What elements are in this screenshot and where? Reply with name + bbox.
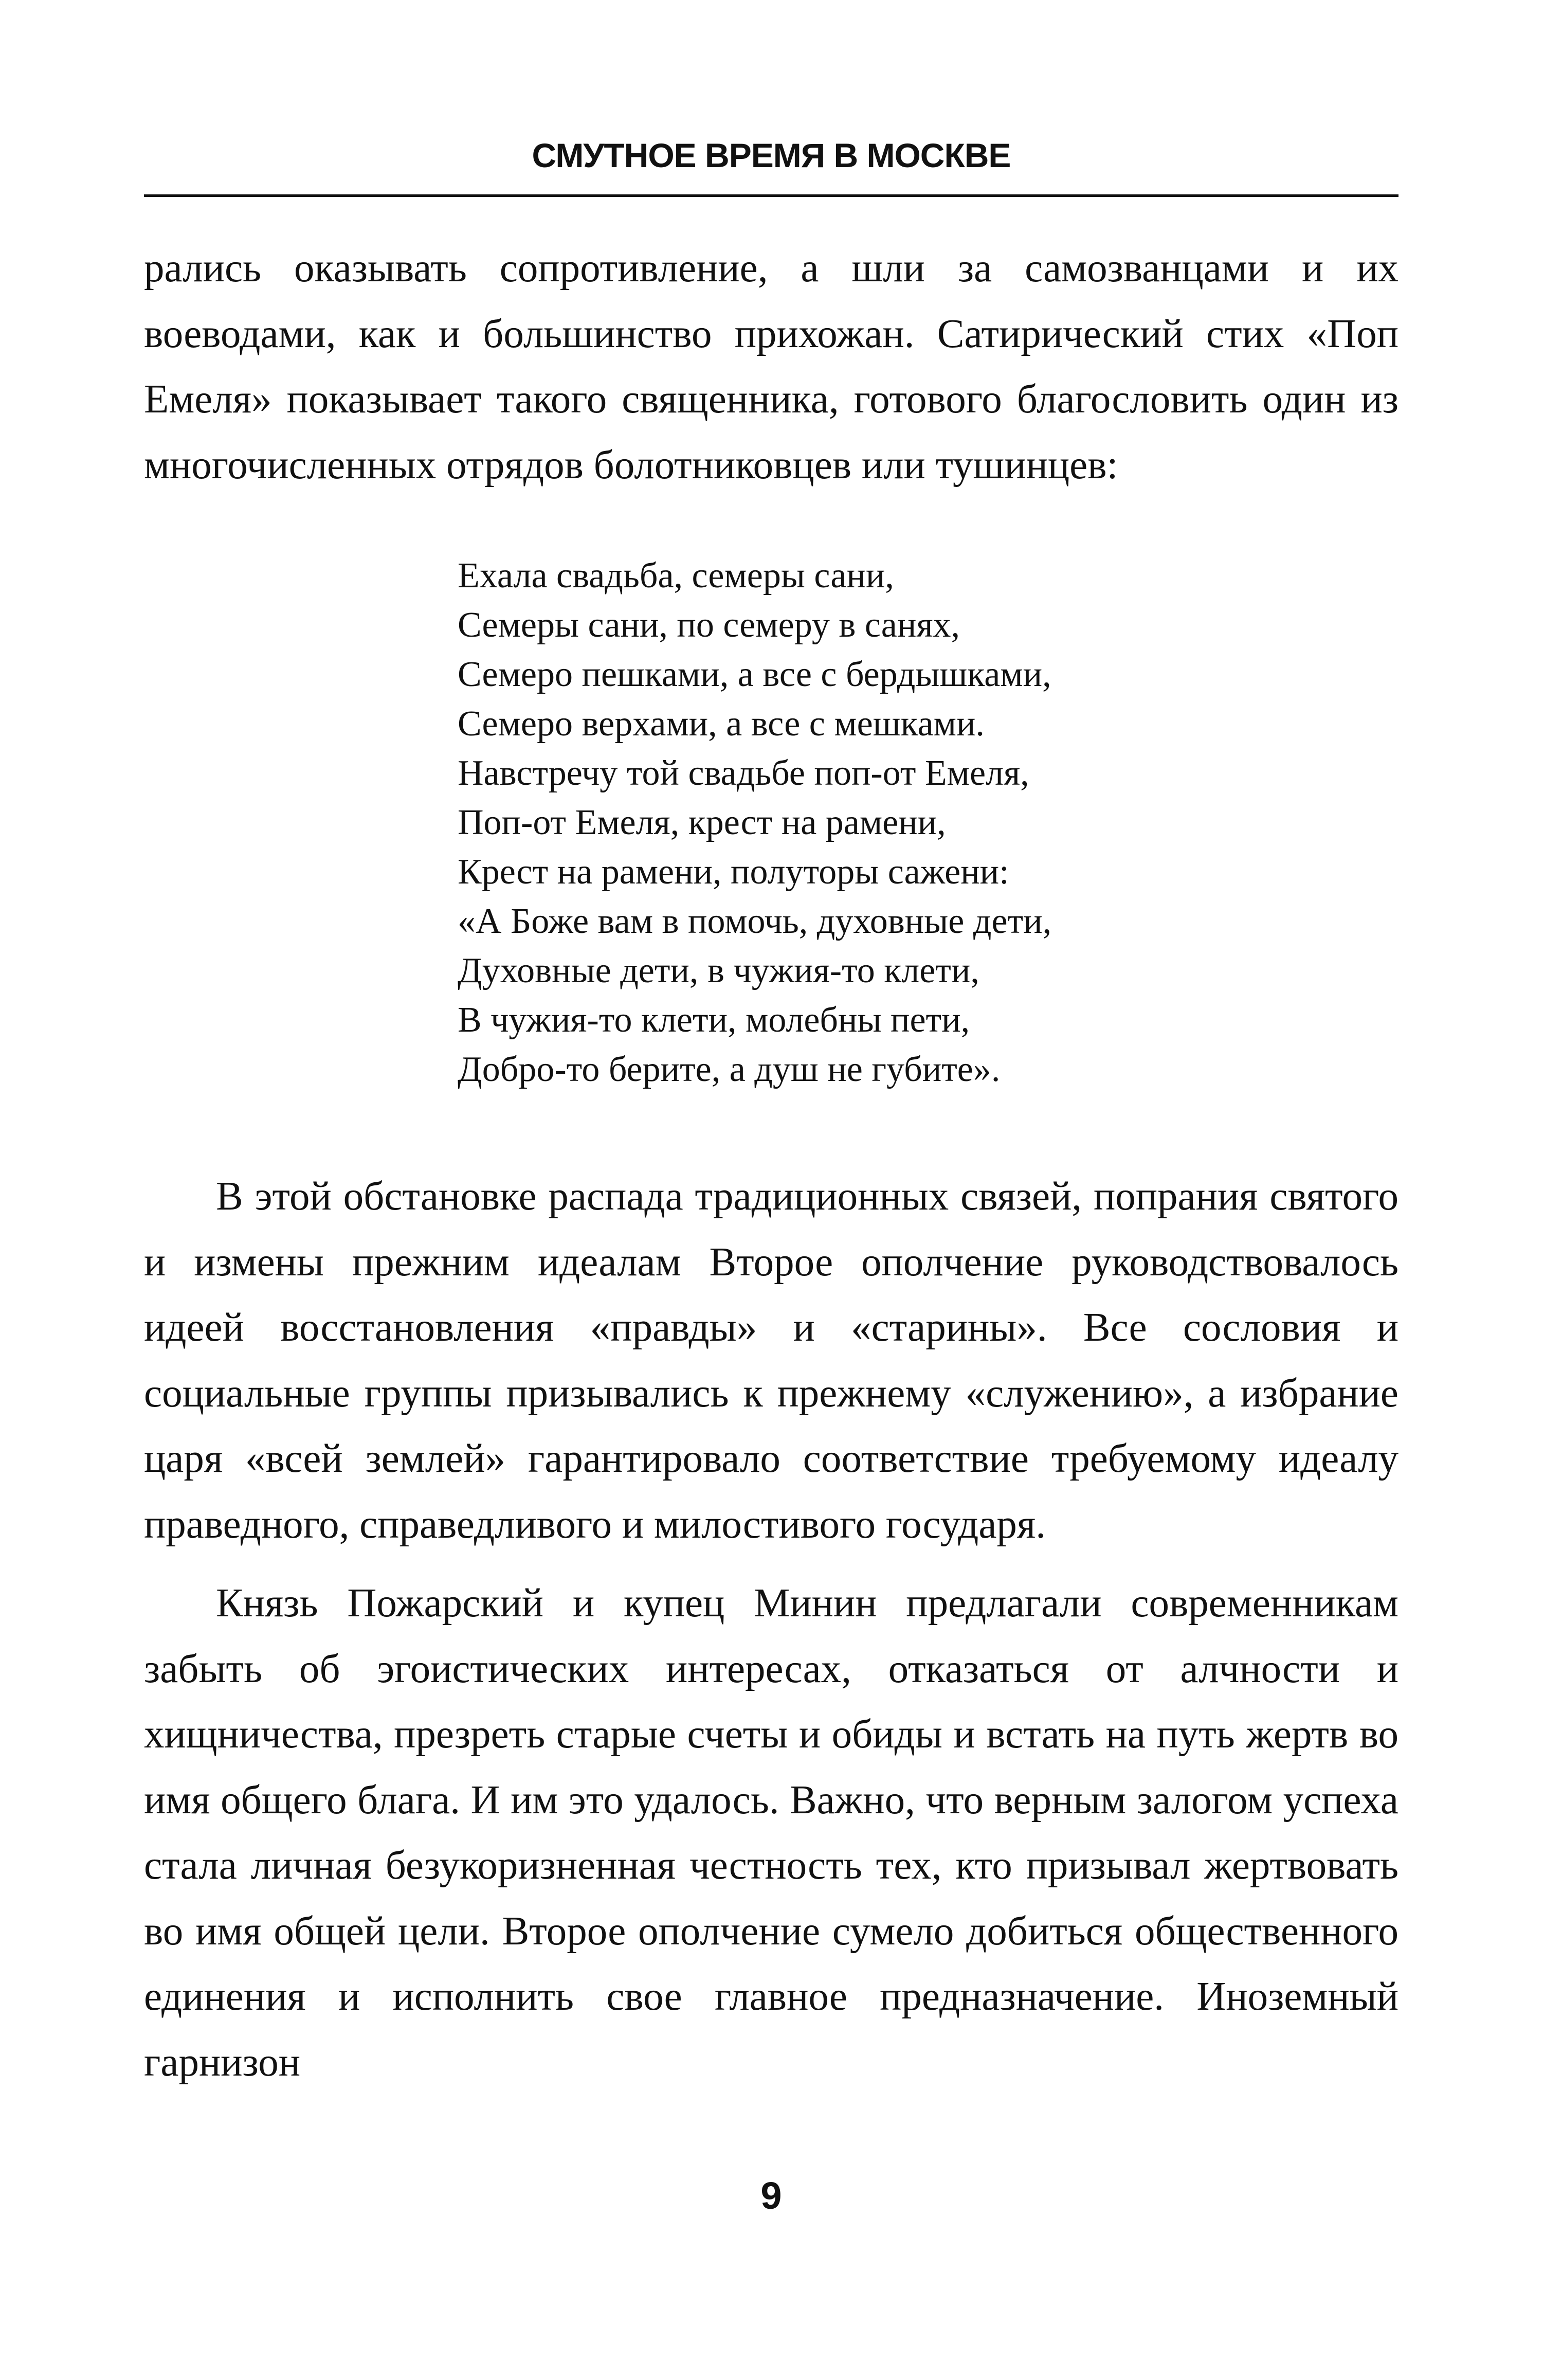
poem-line: Духовные дети, в чужия-то клети, xyxy=(458,951,979,990)
poem-line: Ехала свадьба, семеры сани, xyxy=(458,556,894,596)
poem-line: Добро-то берите, а душ не губите». xyxy=(458,1050,1001,1089)
header-rule xyxy=(144,194,1398,197)
main-text xyxy=(144,236,1398,2095)
running-title: СМУТНОЕ ВРЕМЯ В МОСКВЕ xyxy=(532,136,1011,174)
paragraph-3: Князь Пожарский и купец Минин предлагали современникам забыть об эгоистических интересах, отказаться от алчности и хищничества, презреть старые счеты и обиды и встать на путь жертв во имя общего блага. И им это удалось. Важно, что верным залогом успеха стала личная безукоризненная честность тех, кто призывал жертвовать во имя общей цели. Второе ополчение сумело добиться общественного единения и исполнить свое главное предназначение. Иноземный гарнизон xyxy=(144,1581,1398,2085)
poem-line: Поп-от Емеля, крест на рамени, xyxy=(458,803,946,842)
poem-block xyxy=(458,551,1398,1094)
poem-line: В чужия-то клети, молебны пети, xyxy=(458,1000,970,1040)
poem-line: Семеры сани, по семеру в санях, xyxy=(458,605,960,645)
paragraph-1: рались оказывать сопротивление, а шли за самозванцами и их воеводами, как и большинство прихожан. Сатирический стих «Поп Емеля» показывает такого священника, готового благословить один из многочисленных отрядов болотниковцев или тушинцев: xyxy=(144,246,1398,488)
poem-line: Семеро пешками, а все с бердышками, xyxy=(458,655,1051,694)
paragraph-2: В этой обстановке распада традиционных связей, попрания святого и измены прежним идеалам Второе ополчение руководствовалось идеей восстановления «правды» и «старины». Все сословия и социальные группы призывались к прежнему «служению», а избрание царя «всей землей» гарантировало соответствие требуемому идеалу праведного, справедливого и милостивого государя. xyxy=(144,1174,1398,1547)
page-number: 9 xyxy=(760,2174,782,2217)
poem-line: Крест на рамени, полуторы сажени: xyxy=(458,852,1009,892)
poem-line: Семеро верхами, а все с мешками. xyxy=(458,704,985,744)
poem-line: «А Боже вам в помочь, духовные дети, xyxy=(458,901,1052,941)
poem-line: Навстречу той свадьбе поп-от Емеля, xyxy=(458,753,1029,793)
